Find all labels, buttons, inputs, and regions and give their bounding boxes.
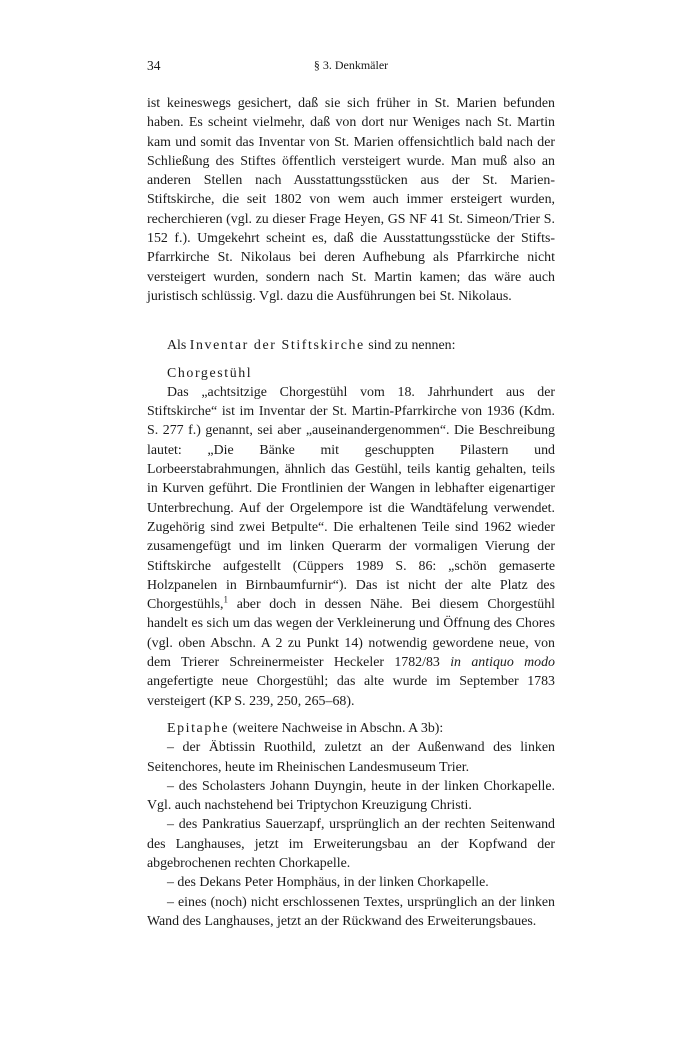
list-item: – eines (noch) nicht erschlossenen Textes, ursprünglich an der linken Wand des Langhauses, jetzt an der Rückwand des Erweiterungsbaues. [147,894,555,929]
intro-spaced-term: Inventar der Stiftskirche [189,338,365,354]
intro-pre: Als [167,338,190,354]
list-item: – des Dekans Peter Homphäus, in der linken Chorkapelle. [167,875,489,891]
list-item: – des Scholasters Johann Duyngin, heute in der linken Chorkapelle. Vgl. auch nachstehend bei Triptychon Kreuzigung Christi. [147,778,555,814]
epitaphe-heading: Epitaphe [167,720,230,736]
chorgestuehl-heading: Chorgestühl [167,365,253,381]
intro-post: sind zu nennen: [364,338,456,354]
chorgestuehl-text [147,383,555,711]
page-number: 34 [147,58,161,73]
inventory-intro [147,336,555,355]
page-header [147,58,555,78]
chorgestuehl-text-b: aber doch in dessen Nähe. Bei diesem Chorgestühl handelt es sich um das wegen der Verkleinerung und Öffnung des Chores (vgl. oben Abschn. A 2 zu Punkt 14) notwendig gewordene neue, von dem Trierer Schreinermeister Heckeler 1782/83 [147,597,555,671]
footnote-mark: 1 [223,594,229,605]
chorgestuehl-text-c: angefertigte neue Chorgestühl; das alte wurde im September 1783 versteigert (KP S. 239, 250, 265–68). [147,674,555,709]
running-title: § 3. Denkmäler [313,58,389,72]
epitaphe-heading-line [147,719,555,738]
page-body [147,94,555,931]
paragraph-intro: ist keineswegs gesichert, daß sie sich früher in St. Marien befunden haben. Es scheint vielmehr, daß von dort nur Weniges nach St. Martin kam und somit das Inventar von St. Marien offensichtlich bald nach der Schließung des Stiftes öffentlich versteigert wurde. Man muß also an anderen Stellen nach Ausstattungsstücken aus der St. Marien-Stiftskirche, die seit 1802 von wem auch immer ersteigert wurden, recherchieren (vgl. zu dieser Frage Heyen, GS NF 41 St. Simeon/Trier S. 152 f.). Umgekehrt scheint es, daß die Ausstattungsstücke der Stifts-Pfarrkirche St. Nikolaus bei deren Aufhebung als Pfarrkirche nicht versteigert wurden, sondern nach St. Martin kamen; das wäre auch juristisch schlüssig. Vgl. dazu die Ausführungen bei St. Nikolaus. [147,96,555,304]
epitaphe-heading-note: (weitere Nachweise in Abschn. A 3b): [229,720,444,736]
chorgestuehl-text-a: Das „achtsitzige Chorgestühl vom 18. Jahrhundert aus der Stiftskirche“ ist im Inventar der St. Martin-Pfarrkirche von 1936 (Kdm. S. 277 f.) genannt, sei aber „auseinandergenommen“. Die Beschreibung lautet: „Die Bänke mit geschuppten Pilastern und Lorbeerstabrahmungen, ähnlich das Gestühl, teils kantig gehalten, teils in Kurven geführt. Die Frontlinien der Wangen in lebhafter eigenartiger Unterbrechung. Auf der Orgelempore ist die Wandtäfelung verwendet. Zugehörig sind zwei Betpulte“. Die erhaltenen Teile sind 1962 wieder zusamengefügt und im linken Querarm der vormaligen Vierung der Stiftskirche aufgestellt (Cüppers 1989 S. 86: „schön gemaserte Holzpanelen in Birnbaumfurnir“). Das ist nicht der alte Platz des Chorgestühls, [147,384,555,613]
chorgestuehl-italic: in antiquo modo [450,655,556,671]
list-item: – der Äbtissin Ruothild, zuletzt an der Außenwand des linken Seitenchores, heute im Rheinischen Landesmuseum Trier. [147,740,555,775]
list-item: – des Pankratius Sauerzapf, ursprünglich an der rechten Seitenwand des Langhauses, jetzt im Erweiterungsbau an der Kopfwand der abgebrochenen rechten Chorkapelle. [147,817,555,871]
